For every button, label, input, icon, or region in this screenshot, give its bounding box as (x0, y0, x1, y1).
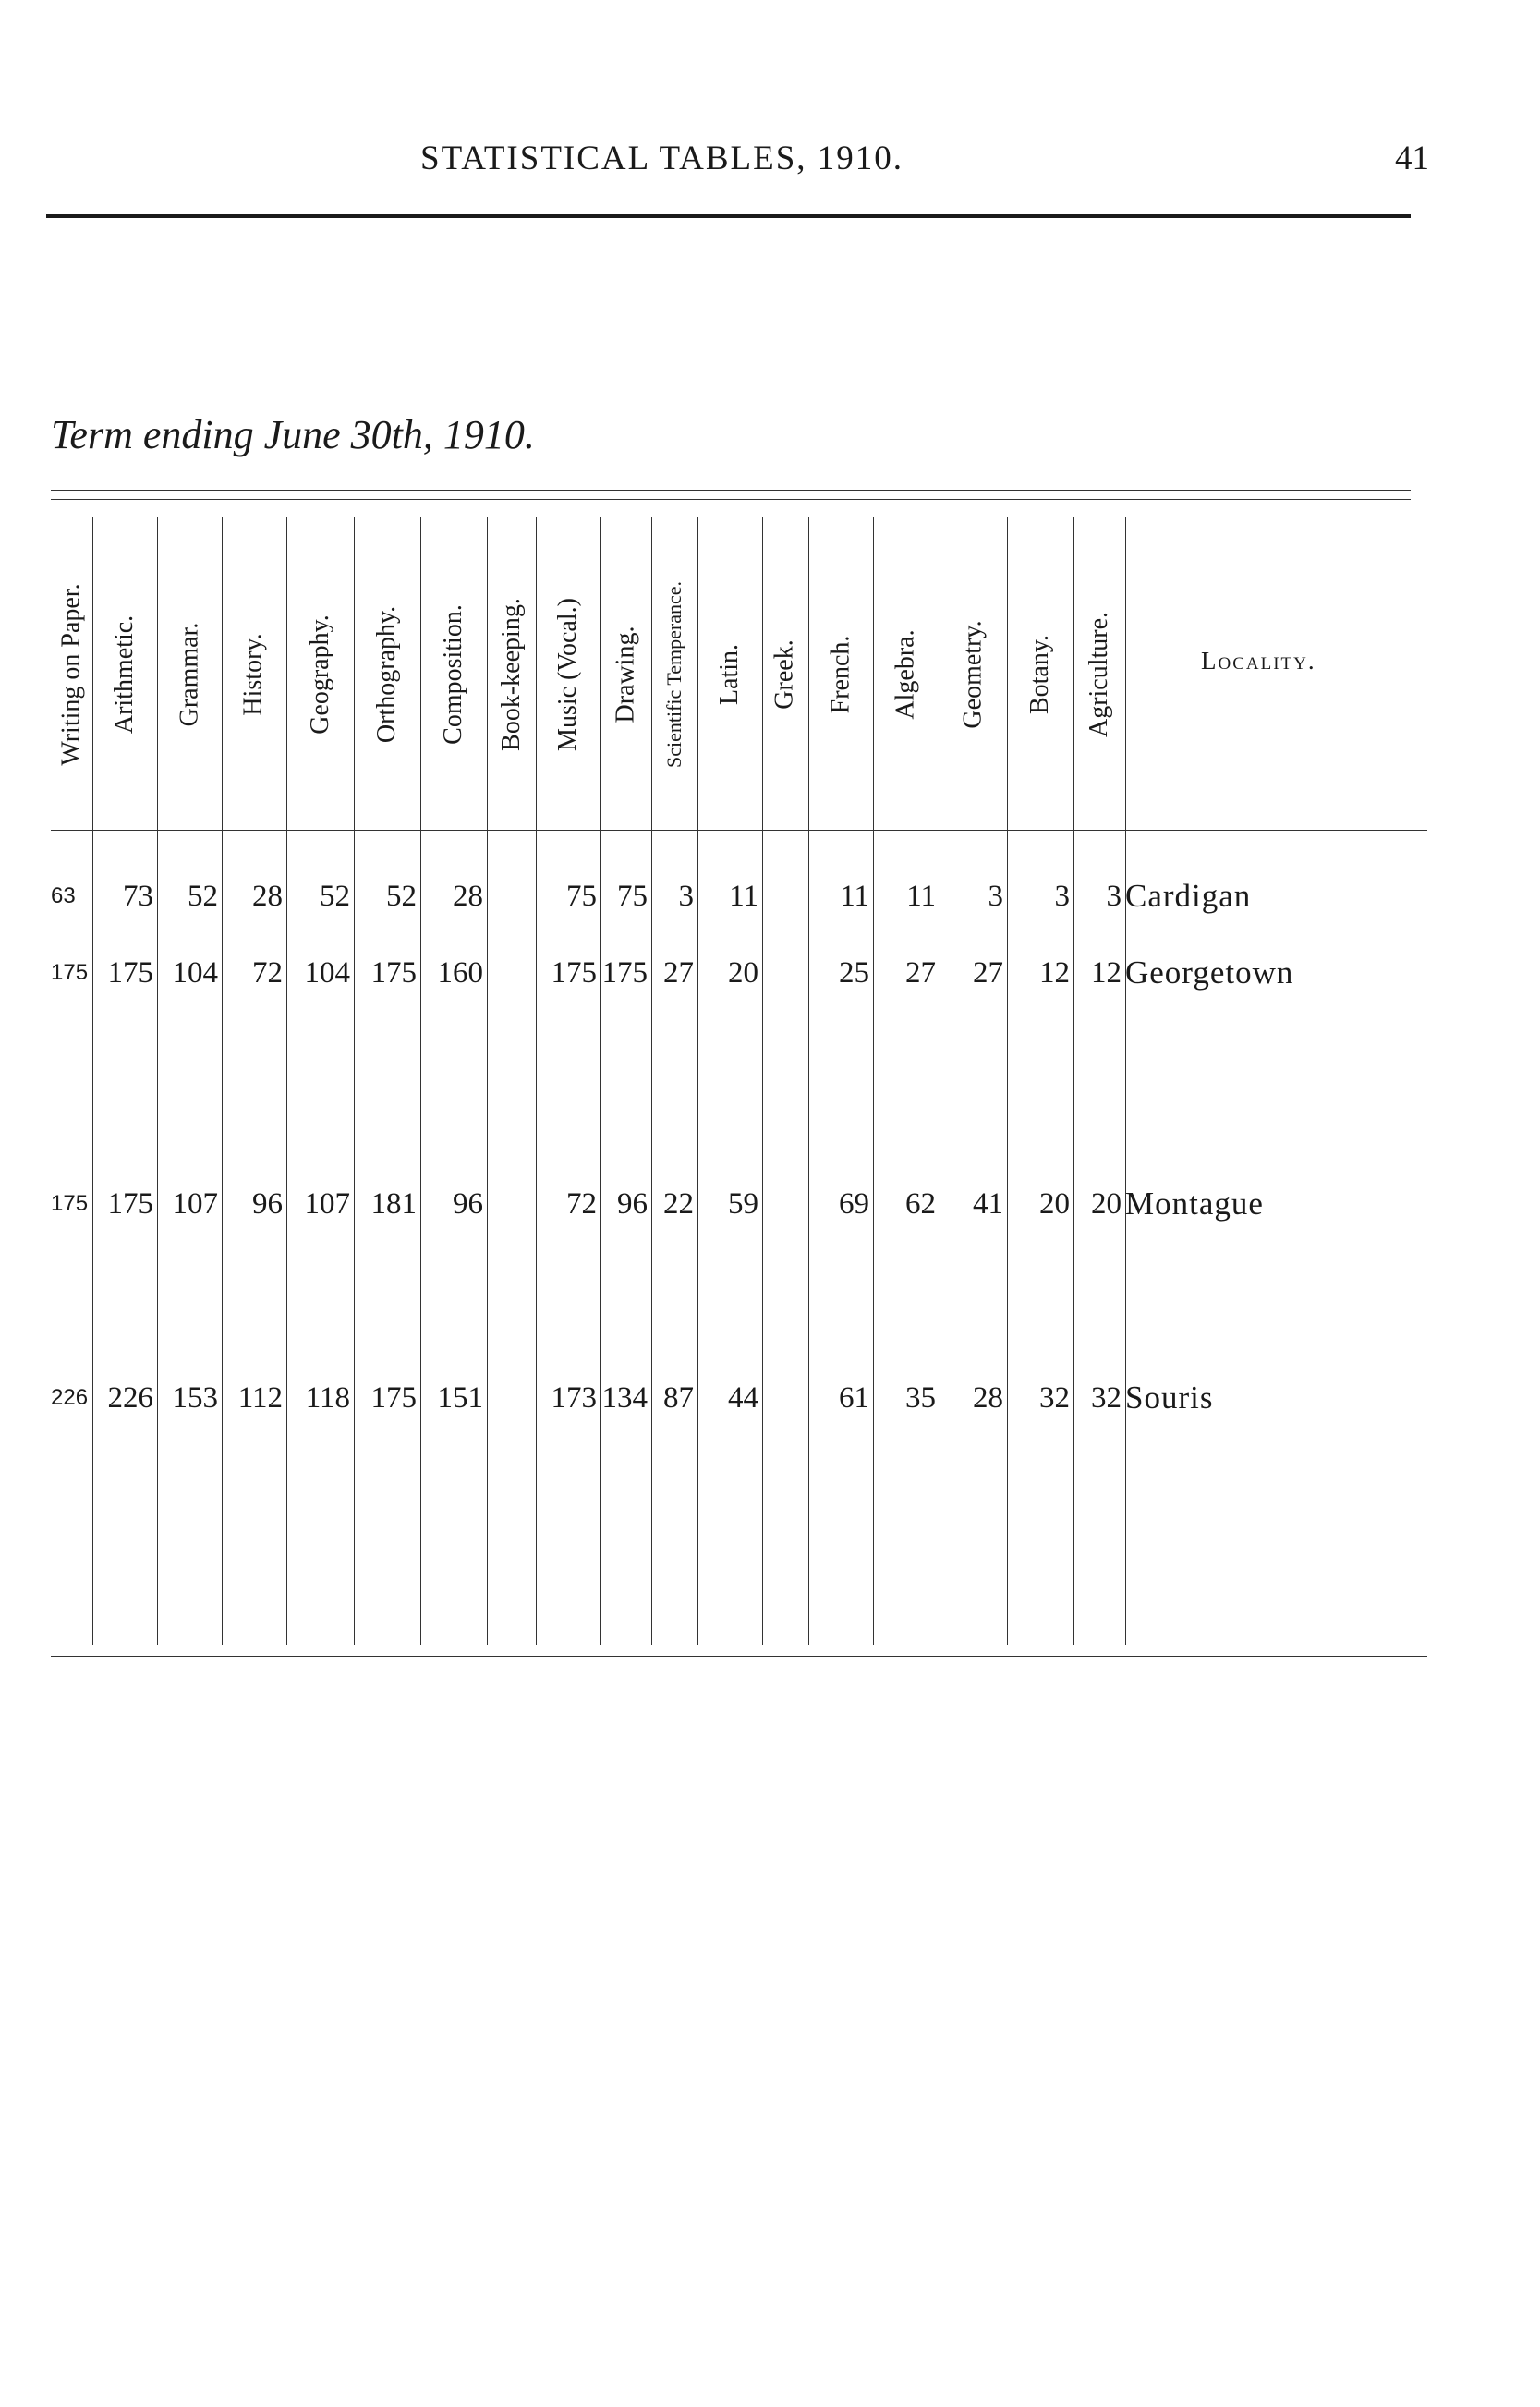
column-header: Agriculture. (1085, 611, 1113, 738)
table-cell: 96 (617, 1187, 648, 1221)
table-cell: 20 (1091, 1187, 1122, 1221)
column-header: History. (239, 633, 268, 716)
table-cell: 226 (51, 1385, 89, 1410)
table-cell: 52 (188, 880, 218, 913)
table-cell: 104 (304, 956, 350, 990)
table-cell: 96 (453, 1187, 483, 1221)
table-cell: 3 (1106, 880, 1122, 913)
table-cell: 73 (123, 880, 153, 913)
table-cell: 151 (437, 1381, 483, 1415)
header-rule-thick (46, 214, 1411, 218)
table-cell: 175 (370, 956, 417, 990)
column-header: Geography. (305, 614, 334, 735)
locality-name: Cardigan (1125, 878, 1252, 914)
table-cell: 52 (386, 880, 417, 913)
table-cell: 32 (1039, 1381, 1070, 1415)
table-cell: 134 (601, 1381, 648, 1415)
table-cell: 59 (728, 1187, 758, 1221)
table-cell: 160 (437, 956, 483, 990)
table-cell: 11 (906, 880, 936, 913)
table-cell: 28 (453, 880, 483, 913)
table-cell: 3 (988, 880, 1003, 913)
table-row (0, 873, 1540, 919)
table-cell: 44 (728, 1381, 758, 1415)
table-subtitle: Term ending June 30th, 1910. (51, 412, 535, 457)
table-cell: 104 (172, 956, 218, 990)
table-cell: 175 (370, 1381, 417, 1415)
table-cell: 62 (905, 1187, 936, 1221)
column-header: Greek. (770, 639, 799, 710)
table-cell: 173 (551, 1381, 597, 1415)
header-bottom-rule (51, 830, 1427, 831)
table-row (0, 950, 1540, 996)
page-number: 41 (1395, 140, 1429, 177)
table-cell: 112 (237, 1381, 283, 1415)
table-row (0, 1375, 1540, 1421)
table-cell: 181 (370, 1187, 417, 1221)
column-header: Scientific Temperance. (662, 580, 686, 769)
table-cell: 61 (839, 1381, 869, 1415)
table-cell: 27 (973, 956, 1003, 990)
column-header: Composition. (439, 604, 468, 745)
table-cell: 175 (51, 1191, 89, 1216)
column-header: Grammar. (175, 622, 203, 727)
locality-name: Souris (1125, 1380, 1214, 1416)
locality-name: Montague (1125, 1185, 1264, 1222)
table-cell: 118 (305, 1381, 350, 1415)
column-header: Arithmetic. (110, 614, 139, 735)
table-cell: 12 (1091, 956, 1122, 990)
column-header: French. (826, 635, 855, 714)
table-cell: 107 (172, 1187, 218, 1221)
table-cell: 35 (905, 1381, 936, 1415)
table-cell: 11 (729, 880, 758, 913)
table-cell: 175 (51, 960, 89, 985)
table-cell: 63 (51, 883, 76, 908)
locality-column-header: Locality. (1201, 647, 1316, 675)
table-cell: 25 (839, 956, 869, 990)
column-header: Geometry. (958, 620, 988, 729)
table-cell: 20 (1039, 1187, 1070, 1221)
table-cell: 107 (304, 1187, 350, 1221)
table-cell: 11 (840, 880, 869, 913)
column-header: Writing on Paper. (56, 583, 86, 766)
column-header: Latin. (715, 643, 744, 706)
table-top-rule-2 (51, 499, 1411, 500)
column-divider (1125, 517, 1126, 1645)
locality-name: Georgetown (1125, 954, 1294, 991)
table-cell: 12 (1039, 956, 1070, 990)
table-cell: 20 (728, 956, 758, 990)
table-cell: 175 (551, 956, 597, 990)
column-header: Music (Vocal.) (553, 598, 582, 751)
table-cell: 175 (107, 1187, 153, 1221)
table-cell: 3 (1054, 880, 1070, 913)
table-cell: 226 (107, 1381, 153, 1415)
column-header: Book-keeping. (496, 598, 526, 751)
table-cell: 72 (252, 956, 283, 990)
table-cell: 175 (601, 956, 648, 990)
column-header: Botany. (1025, 634, 1055, 715)
table-cell: 72 (566, 1187, 597, 1221)
table-cell: 27 (663, 956, 694, 990)
table-bottom-rule (51, 1656, 1427, 1657)
table-cell: 3 (678, 880, 694, 913)
table-top-rule (51, 490, 1411, 491)
table-cell: 75 (566, 880, 597, 913)
table-cell: 52 (320, 880, 350, 913)
table-row (0, 1181, 1540, 1227)
column-header: Algebra. (891, 629, 920, 720)
table-cell: 153 (172, 1381, 218, 1415)
table-cell: 41 (973, 1187, 1003, 1221)
table-cell: 28 (252, 880, 283, 913)
table-cell: 175 (107, 956, 153, 990)
table-cell: 22 (663, 1187, 694, 1221)
table-cell: 27 (905, 956, 936, 990)
table-cell: 69 (839, 1187, 869, 1221)
table-cell: 96 (252, 1187, 283, 1221)
table-cell: 87 (663, 1381, 694, 1415)
table-cell: 32 (1091, 1381, 1122, 1415)
table-cell: 28 (973, 1381, 1003, 1415)
column-header: Orthography. (372, 605, 402, 744)
page-header-title: STATISTICAL TABLES, 1910. (420, 140, 904, 177)
table-cell: 75 (617, 880, 648, 913)
column-header: Drawing. (611, 626, 640, 723)
